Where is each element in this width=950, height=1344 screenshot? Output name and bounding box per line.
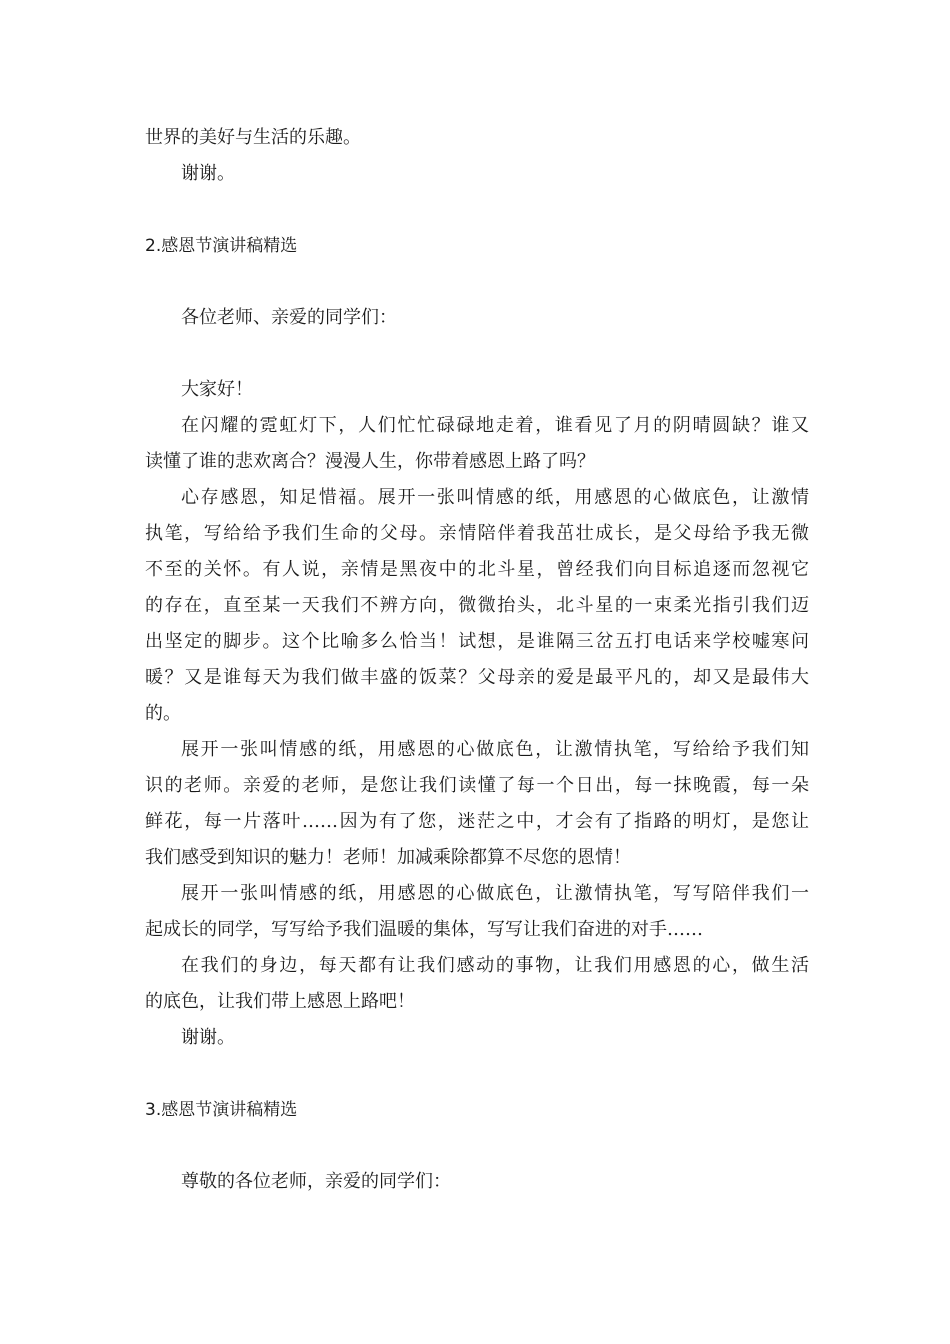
paragraph-line: 的底色，让我们带上感恩上路吧！ (145, 991, 415, 1012)
paragraph-line: 我们感受到知识的魅力！老师！加减乘除都算不尽您的恩情！ (145, 847, 631, 868)
paragraph-line: 暖？又是谁每天为我们做丰盛的饭菜？父母亲的爱是最平凡的，却又是最伟大 (145, 667, 809, 688)
paragraph-line: 出坚定的脚步。这个比喻多么恰当！试想，是谁隔三岔五打电话来学校嘘寒问 (145, 631, 809, 652)
paragraph-line: 在我们的身边，每天都有让我们感动的事物，让我们用感恩的心，做生活 (181, 955, 809, 976)
paragraph-line: 识的老师。亲爱的老师，是您让我们读懂了每一个日出，每一抹晚霞，每一朵 (145, 775, 809, 796)
paragraph-line: 的存在，直至某一天我们不辨方向，微微抬头，北斗星的一束柔光指引我们迈 (145, 595, 809, 616)
paragraph-line: 执笔，写给给予我们生命的父母。亲情陪伴着我茁壮成长，是父母给予我无微 (145, 523, 809, 544)
salutation: 各位老师、亲爱的同学们： (181, 307, 397, 328)
paragraph-line: 心存感恩，知足惜福。展开一张叫情感的纸，用感恩的心做底色，让激情 (181, 487, 809, 508)
closing-thanks: 谢谢。 (181, 1027, 235, 1048)
section-heading: 3.感恩节演讲稿精选 (145, 1100, 298, 1120)
paragraph-line: 世界的美好与生活的乐趣。 (145, 127, 361, 148)
section-heading: 2.感恩节演讲稿精选 (145, 236, 298, 256)
paragraph-line: 不至的关怀。有人说，亲情是黑夜中的北斗星，曾经我们向目标追逐而忽视它 (145, 559, 809, 580)
greeting: 大家好！ (181, 379, 253, 400)
paragraph-line: 展开一张叫情感的纸，用感恩的心做底色，让激情执笔，写写陪伴我们一 (181, 883, 809, 904)
paragraph-line: 读懂了谁的悲欢离合？漫漫人生，你带着感恩上路了吗？ (145, 451, 595, 472)
salutation: 尊敬的各位老师，亲爱的同学们： (181, 1171, 451, 1192)
paragraph-line: 鲜花，每一片落叶……因为有了您，迷茫之中，才会有了指路的明灯，是您让 (145, 811, 809, 832)
paragraph-line: 在闪耀的霓虹灯下，人们忙忙碌碌地走着，谁看见了月的阴晴圆缺？谁又 (181, 415, 809, 436)
paragraph-line: 展开一张叫情感的纸，用感恩的心做底色，让激情执笔，写给给予我们知 (181, 739, 809, 760)
closing-thanks: 谢谢。 (181, 163, 235, 184)
paragraph-line: 的。 (145, 703, 181, 724)
paragraph-line: 起成长的同学，写写给予我们温暖的集体，写写让我们奋进的对手…… (145, 919, 703, 940)
